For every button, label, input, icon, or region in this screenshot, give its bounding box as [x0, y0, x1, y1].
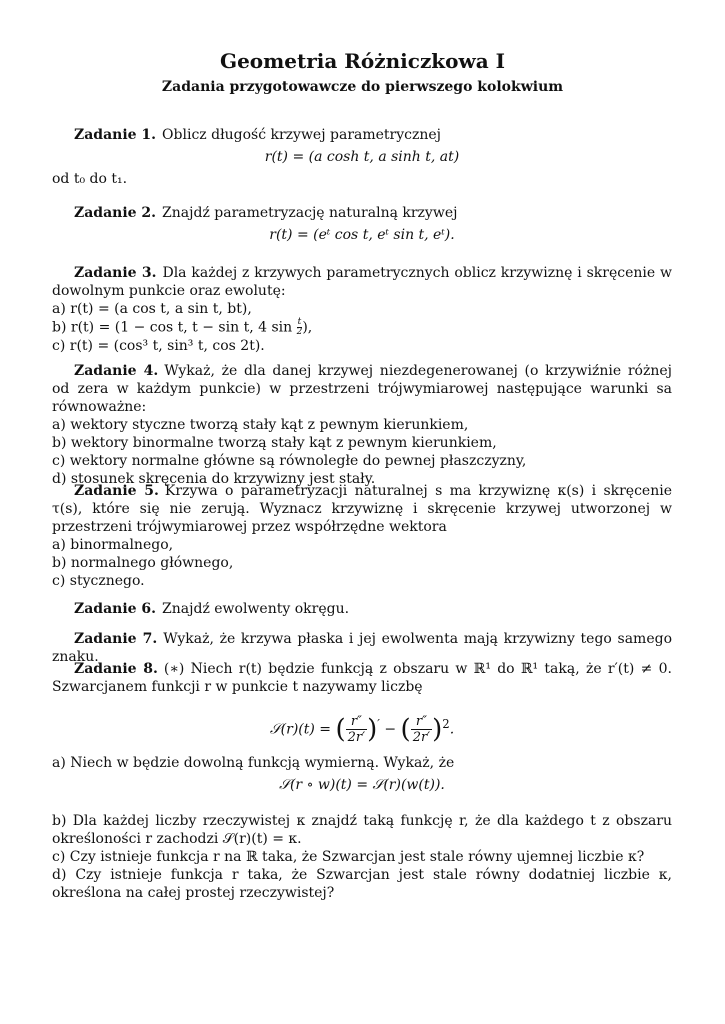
schwarzian-fraction-2	[411, 714, 432, 745]
problem-8-part-d: d) Czy istnieje funkcja r taka, że Szwarcjan jest stale równy dodatniej liczbie κ, określona na całej prostej rzeczywistej?	[52, 867, 672, 901]
problem-8-part-c: c) Czy istnieje funkcja r na ℝ taka, że Szwarcjan jest stale równy ujemnej liczbie κ?	[52, 849, 645, 865]
left-paren: (	[400, 714, 411, 745]
problem-6-text: Znajdź ewolwenty okręgu.	[162, 601, 350, 617]
problem-5-label: Zadanie 5.	[74, 483, 159, 499]
problem-2-text: Znajdź parametryzację naturalną krzywej	[162, 205, 458, 221]
problem-5-item-a: a) binormalnego,	[52, 537, 174, 553]
problem-2-equation: r(t) = (eᵗ cos t, eᵗ sin t, eᵗ).	[269, 227, 455, 243]
problem-6	[52, 600, 672, 618]
problem-7-text: Wykaż, że krzywa płaska i jej ewolwenta mają krzywizny tego samego znaku.	[52, 631, 672, 665]
square-exponent: 2	[442, 717, 450, 731]
problem-4-text: Wykaż, że dla danej krzywej niezdegenerowanej (o krzywiźnie różnej od zera w każdym punkcie) w przestrzeni trójwymiarowej następujące warunki sa równoważne:	[52, 363, 672, 415]
problem-8-label: Zadanie 8.	[74, 661, 158, 677]
problem-5-item-c: c) stycznego.	[52, 573, 145, 589]
problem-3-text: Dla każdej z krzywych parametrycznych oblicz krzywiznę i skręcenie w dowolnym punkcie oraz ewolutę:	[52, 265, 673, 299]
schwarzian-equation	[52, 704, 672, 744]
problem-4-label: Zadanie 4.	[74, 363, 159, 379]
fraction-numerator: r″	[411, 714, 432, 730]
problem-3-item-c: c) r(t) = (cos³ t, sin³ t, cos 2t).	[52, 338, 265, 354]
page-subtitle: Zadania przygotowawcze do pierwszego kolokwium	[161, 79, 564, 95]
problem-3	[52, 264, 672, 355]
problem-3-item-b	[52, 318, 672, 337]
fraction-numerator: r″	[346, 714, 367, 730]
problem-8-part-a-equation: 𝒮(r ∘ w)(t) = 𝒮(r)(w(t)).	[279, 777, 445, 793]
fraction-denominator: 2r′	[412, 730, 431, 746]
fraction-denominator: 2	[296, 327, 303, 337]
problem-4-item-d: d) stosunek skręcenia do krzywizny jest stały.	[52, 471, 376, 487]
page-title: Geometria Różniczkowa I	[219, 49, 505, 73]
left-paren: (	[335, 714, 346, 745]
problem-2-label: Zadanie 2.	[74, 205, 157, 221]
schwarzian-lhs: 𝒮(r)(t) =	[269, 721, 332, 738]
problem-8	[52, 660, 672, 902]
equation-end: .	[449, 721, 455, 738]
derivative-prime: ′	[377, 717, 380, 731]
problem-6-label: Zadanie 6.	[74, 601, 157, 617]
right-paren: )	[432, 714, 443, 745]
fraction-numerator: t	[297, 317, 302, 327]
problem-8-part-a: a) Niech w będzie dowolną funkcją wymierną. Wykaż, że	[52, 755, 455, 771]
problem-3-item-b-tail: ),	[302, 319, 313, 336]
problem-3-item-b-text: b) r(t) = (1 − cos t, t − sin t, 4 sin	[52, 319, 293, 336]
problem-3-label: Zadanie 3.	[74, 265, 157, 281]
problem-4-item-c: c) wektory normalne główne są równoległe do pewnej płaszczyzny,	[52, 453, 527, 469]
right-paren: )	[367, 714, 378, 745]
problem-4-item-a: a) wektory styczne tworzą stały kąt z pewnym kierunkiem,	[52, 417, 469, 433]
problem-1-tail: od t₀ do t₁.	[52, 171, 128, 187]
problem-1-equation: r(t) = (a cosh t, a sinh t, at)	[264, 149, 460, 165]
fraction-denominator: 2r′	[347, 730, 366, 746]
schwarzian-fraction-1	[346, 714, 367, 745]
problem-1-text: Oblicz długość krzywej parametrycznej	[162, 127, 442, 143]
problem-7-label: Zadanie 7.	[74, 631, 158, 647]
problem-3-item-a: a) r(t) = (a cos t, a sin t, bt),	[52, 301, 252, 317]
problem-8-part-b: b) Dla każdej liczby rzeczywistej κ znajdź taką funkcję r, że dla każdego t z obszaru określoności r zachodzi 𝒮(r)(t) = κ.	[52, 813, 672, 847]
problem-5-text: Krzywa o parametryzacji naturalnej s ma krzywiznę κ(s) i skręcenie τ(s), które się nie zerują. Wyznacz krzywiznę i skręcenie krzywej utworzonej w przestrzeni trójwymiarowej przez współrzędne wektora	[52, 483, 672, 535]
problem-4-item-b: b) wektory binormalne tworzą stały kąt z pewnym kierunkiem,	[52, 435, 497, 451]
problem-1	[52, 126, 672, 188]
problem-2	[52, 204, 672, 248]
problem-4	[52, 362, 672, 488]
minus-sign: −	[384, 721, 397, 738]
problem-1-label: Zadanie 1.	[74, 127, 157, 143]
problem-5	[52, 482, 672, 590]
problem-5-item-b: b) normalnego głównego,	[52, 555, 234, 571]
problem-8-text: (∗) Niech r(t) będzie funkcją z obszaru w ℝ¹ do ℝ¹ taką, że r′(t) ≠ 0. Szwarcjanem funkcji r w punkcie t nazywamy liczbę	[52, 661, 672, 695]
